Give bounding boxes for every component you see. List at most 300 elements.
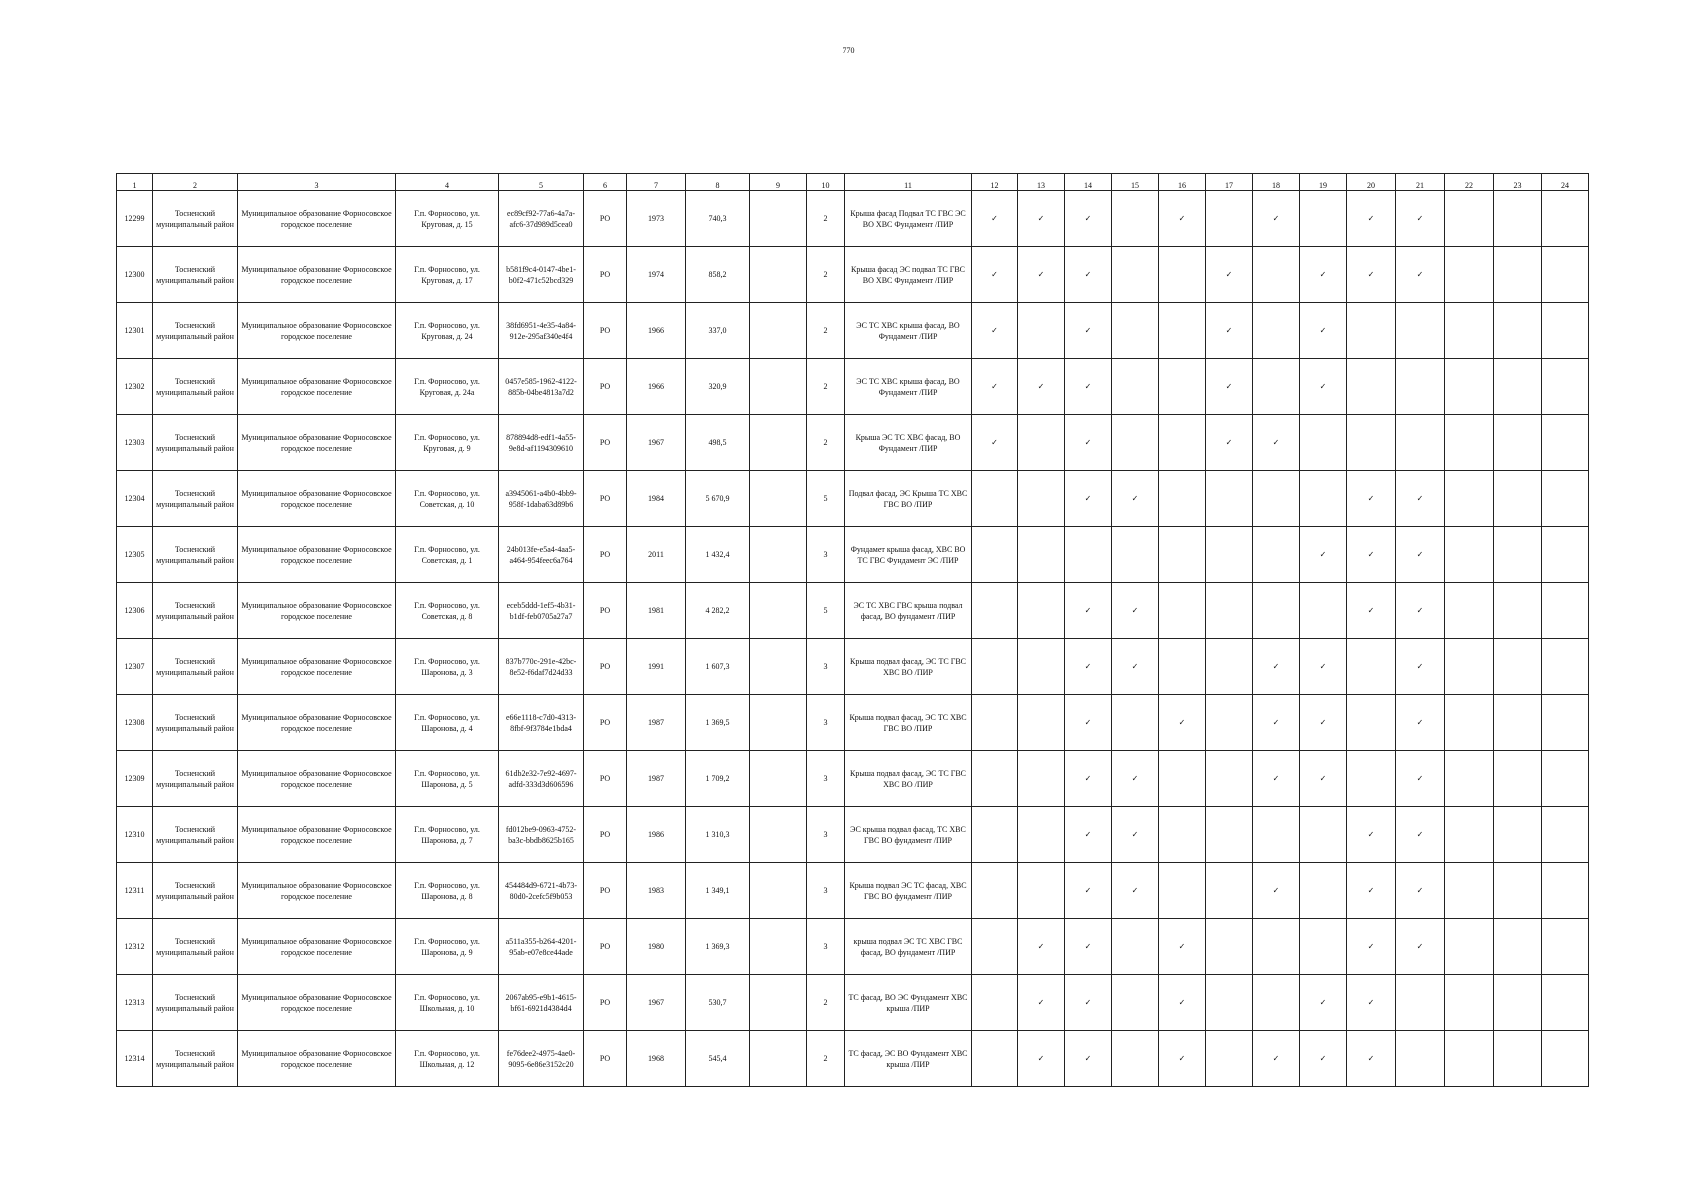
code-cell: 0457e585-1962-4122-885b-04be4813a7d2 [499, 359, 584, 415]
empty-cell [972, 807, 1018, 863]
address-cell: Г.п. Форносово, ул. Школьная, д. 12 [396, 1031, 499, 1087]
empty-cell [1347, 639, 1396, 695]
municipality-cell: Муниципальное образование Форносовское городское поселение [238, 583, 396, 639]
check-mark-icon: ✓ [1065, 247, 1112, 303]
area-cell: 5 670,9 [686, 471, 750, 527]
row-number: 12313 [117, 975, 153, 1031]
empty-cell [1253, 471, 1300, 527]
address-cell: Г.п. Форносово, ул. Советская, д. 10 [396, 471, 499, 527]
empty-cell [1494, 919, 1542, 975]
year-cell: 1973 [627, 191, 686, 247]
empty-cell [1445, 247, 1494, 303]
empty-cell [1494, 1031, 1542, 1087]
code-cell: fd012be9-0963-4752-ba3c-bbdb8625b165 [499, 807, 584, 863]
column-number-header: 23 [1494, 174, 1542, 191]
works-cell: ЭС ТС ХВС крыша фасад, ВО Фундамент /ПИР [845, 359, 972, 415]
empty-cell [1112, 527, 1159, 583]
area-cell: 4 282,2 [686, 583, 750, 639]
floors-cell: 3 [807, 527, 845, 583]
col9-cell [750, 863, 807, 919]
empty-cell [1542, 303, 1589, 359]
area-cell: 1 709,2 [686, 751, 750, 807]
code-cell: 2067ab95-e9b1-4615-bf61-6921d4384d4 [499, 975, 584, 1031]
row-number: 12307 [117, 639, 153, 695]
empty-cell [1159, 359, 1206, 415]
empty-cell [1445, 919, 1494, 975]
empty-cell [1159, 247, 1206, 303]
year-cell: 2011 [627, 527, 686, 583]
year-cell: 1967 [627, 975, 686, 1031]
type-cell: РО [584, 807, 627, 863]
check-mark-icon: ✓ [1396, 471, 1445, 527]
area-cell: 1 432,4 [686, 527, 750, 583]
check-mark-icon: ✓ [1396, 527, 1445, 583]
table-row [117, 863, 1589, 919]
empty-cell [1445, 191, 1494, 247]
table-row [117, 751, 1589, 807]
year-cell: 1986 [627, 807, 686, 863]
type-cell: РО [584, 303, 627, 359]
type-cell: РО [584, 975, 627, 1031]
empty-cell [1445, 639, 1494, 695]
empty-cell [1542, 863, 1589, 919]
col9-cell [750, 639, 807, 695]
col9-cell [750, 1031, 807, 1087]
empty-cell [1112, 415, 1159, 471]
municipality-cell: Муниципальное образование Форносовское городское поселение [238, 247, 396, 303]
empty-cell [1542, 191, 1589, 247]
year-cell: 1984 [627, 471, 686, 527]
empty-cell [1396, 1031, 1445, 1087]
table-row [117, 471, 1589, 527]
floors-cell: 3 [807, 695, 845, 751]
check-mark-icon: ✓ [1018, 919, 1065, 975]
empty-cell [1206, 583, 1253, 639]
empty-cell [1159, 807, 1206, 863]
works-cell: ЭС крыша подвал фасад, ТС ХВС ГВС ВО фундамент /ПИР [845, 807, 972, 863]
district-cell: Тосненский муниципальный район [153, 807, 238, 863]
check-mark-icon: ✓ [1065, 359, 1112, 415]
check-mark-icon: ✓ [1347, 863, 1396, 919]
code-cell: 38fd6951-4e35-4a84-912e-295af340e4f4 [499, 303, 584, 359]
column-number-header: 5 [499, 174, 584, 191]
empty-cell [1300, 863, 1347, 919]
code-cell: 24b013fe-e5a4-4aa5-a464-954feec6a764 [499, 527, 584, 583]
year-cell: 1974 [627, 247, 686, 303]
table-row [117, 975, 1589, 1031]
code-cell: ec89cf92-77a6-4a7a-afc6-37d989d5cea0 [499, 191, 584, 247]
empty-cell [1206, 471, 1253, 527]
empty-cell [1159, 527, 1206, 583]
municipality-cell: Муниципальное образование Форносовское городское поселение [238, 807, 396, 863]
column-number-header: 10 [807, 174, 845, 191]
check-mark-icon: ✓ [1396, 247, 1445, 303]
year-cell: 1968 [627, 1031, 686, 1087]
empty-cell [1494, 247, 1542, 303]
check-mark-icon: ✓ [1159, 191, 1206, 247]
col9-cell [750, 695, 807, 751]
empty-cell [1253, 527, 1300, 583]
address-cell: Г.п. Форносово, ул. Шаронова, д. 5 [396, 751, 499, 807]
check-mark-icon: ✓ [1065, 695, 1112, 751]
address-cell: Г.п. Форносово, ул. Круговая, д. 24 [396, 303, 499, 359]
type-cell: РО [584, 695, 627, 751]
check-mark-icon: ✓ [1065, 1031, 1112, 1087]
type-cell: РО [584, 1031, 627, 1087]
empty-cell [1206, 191, 1253, 247]
type-cell: РО [584, 247, 627, 303]
works-cell: ТС фасад, ВО ЭС Фундамент ХВС крыша /ПИР [845, 975, 972, 1031]
empty-cell [1206, 863, 1253, 919]
check-mark-icon: ✓ [1065, 863, 1112, 919]
empty-cell [1445, 751, 1494, 807]
empty-cell [1542, 247, 1589, 303]
column-number-header: 16 [1159, 174, 1206, 191]
column-number-header: 20 [1347, 174, 1396, 191]
table-row [117, 639, 1589, 695]
empty-cell [1542, 919, 1589, 975]
area-cell: 320,9 [686, 359, 750, 415]
empty-cell [1494, 863, 1542, 919]
empty-cell [1300, 583, 1347, 639]
empty-cell [1253, 247, 1300, 303]
check-mark-icon: ✓ [1065, 807, 1112, 863]
empty-cell [1542, 583, 1589, 639]
check-mark-icon: ✓ [1396, 807, 1445, 863]
empty-cell [1206, 527, 1253, 583]
district-cell: Тосненский муниципальный район [153, 695, 238, 751]
empty-cell [1300, 415, 1347, 471]
column-number-header: 19 [1300, 174, 1347, 191]
empty-cell [1018, 695, 1065, 751]
empty-cell [972, 583, 1018, 639]
check-mark-icon: ✓ [1253, 751, 1300, 807]
municipality-cell: Муниципальное образование Форносовское городское поселение [238, 303, 396, 359]
works-cell: Фундамет крыша фасад, ХВС ВО ТС ГВС Фундамент ЭС /ПИР [845, 527, 972, 583]
empty-cell [1018, 303, 1065, 359]
empty-cell [1445, 303, 1494, 359]
empty-cell [1253, 919, 1300, 975]
empty-cell [1300, 919, 1347, 975]
row-number: 12306 [117, 583, 153, 639]
row-number: 12314 [117, 1031, 153, 1087]
code-cell: fe76dee2-4975-4ae0-9095-6e86e3152c20 [499, 1031, 584, 1087]
row-number: 12309 [117, 751, 153, 807]
check-mark-icon: ✓ [1159, 1031, 1206, 1087]
floors-cell: 5 [807, 471, 845, 527]
type-cell: РО [584, 583, 627, 639]
code-cell: 837b770c-291e-42bc-8e52-f6daf7d24d33 [499, 639, 584, 695]
table-row [117, 191, 1589, 247]
municipality-cell: Муниципальное образование Форносовское городское поселение [238, 1031, 396, 1087]
empty-cell [1112, 303, 1159, 359]
registry-table [116, 173, 1589, 1087]
works-cell: Крыша подвал ЭС ТС фасад, ХВС ГВС ВО фундамент /ПИР [845, 863, 972, 919]
check-mark-icon: ✓ [1159, 695, 1206, 751]
empty-cell [1445, 807, 1494, 863]
table-row [117, 1031, 1589, 1087]
empty-cell [1396, 975, 1445, 1031]
empty-cell [1206, 807, 1253, 863]
empty-cell [1494, 751, 1542, 807]
floors-cell: 3 [807, 863, 845, 919]
column-number-header: 4 [396, 174, 499, 191]
area-cell: 1 349,1 [686, 863, 750, 919]
code-cell: a3945061-a4b0-4bb9-958f-1daba63d89b6 [499, 471, 584, 527]
type-cell: РО [584, 919, 627, 975]
row-number: 12304 [117, 471, 153, 527]
check-mark-icon: ✓ [1018, 247, 1065, 303]
works-cell: Крыша фасад ЭС подвал ТС ГВС ВО ХВС Фундамент /ПИР [845, 247, 972, 303]
check-mark-icon: ✓ [1253, 863, 1300, 919]
check-mark-icon: ✓ [1347, 247, 1396, 303]
check-mark-icon: ✓ [1396, 919, 1445, 975]
floors-cell: 2 [807, 247, 845, 303]
district-cell: Тосненский муниципальный район [153, 471, 238, 527]
check-mark-icon: ✓ [1300, 975, 1347, 1031]
empty-cell [1159, 415, 1206, 471]
empty-cell [972, 1031, 1018, 1087]
empty-cell [1253, 583, 1300, 639]
year-cell: 1983 [627, 863, 686, 919]
empty-cell [1494, 975, 1542, 1031]
empty-cell [1542, 359, 1589, 415]
col9-cell [750, 415, 807, 471]
empty-cell [1347, 359, 1396, 415]
empty-cell [1159, 639, 1206, 695]
empty-cell [1494, 359, 1542, 415]
type-cell: РО [584, 415, 627, 471]
address-cell: Г.п. Форносово, ул. Советская, д. 8 [396, 583, 499, 639]
column-number-header: 6 [584, 174, 627, 191]
empty-cell [1445, 415, 1494, 471]
empty-cell [1347, 415, 1396, 471]
floors-cell: 3 [807, 807, 845, 863]
empty-cell [1253, 975, 1300, 1031]
table-row [117, 247, 1589, 303]
empty-cell [972, 975, 1018, 1031]
row-number: 12303 [117, 415, 153, 471]
works-cell: крыша подвал ЭС ТС ХВС ГВС фасад, ВО фундамент /ПИР [845, 919, 972, 975]
empty-cell [1494, 303, 1542, 359]
floors-cell: 2 [807, 1031, 845, 1087]
col9-cell [750, 247, 807, 303]
column-number-header: 11 [845, 174, 972, 191]
empty-cell [1396, 415, 1445, 471]
check-mark-icon: ✓ [1253, 1031, 1300, 1087]
check-mark-icon: ✓ [1206, 415, 1253, 471]
check-mark-icon: ✓ [1396, 191, 1445, 247]
type-cell: РО [584, 471, 627, 527]
type-cell: РО [584, 863, 627, 919]
type-cell: РО [584, 751, 627, 807]
empty-cell [1494, 415, 1542, 471]
floors-cell: 5 [807, 583, 845, 639]
empty-cell [1347, 695, 1396, 751]
check-mark-icon: ✓ [1300, 639, 1347, 695]
address-cell: Г.п. Форносово, ул. Шаронова, д. 7 [396, 807, 499, 863]
column-number-header: 12 [972, 174, 1018, 191]
empty-cell [972, 471, 1018, 527]
empty-cell [1018, 863, 1065, 919]
check-mark-icon: ✓ [1112, 751, 1159, 807]
empty-cell [1206, 639, 1253, 695]
check-mark-icon: ✓ [1300, 695, 1347, 751]
address-cell: Г.п. Форносово, ул. Круговая, д. 24а [396, 359, 499, 415]
check-mark-icon: ✓ [1253, 639, 1300, 695]
area-cell: 530,7 [686, 975, 750, 1031]
empty-cell [972, 919, 1018, 975]
check-mark-icon: ✓ [1065, 471, 1112, 527]
empty-cell [1206, 1031, 1253, 1087]
column-number-header: 2 [153, 174, 238, 191]
check-mark-icon: ✓ [1065, 975, 1112, 1031]
check-mark-icon: ✓ [1396, 695, 1445, 751]
empty-cell [1542, 695, 1589, 751]
row-number: 12305 [117, 527, 153, 583]
empty-cell [1445, 471, 1494, 527]
empty-cell [1445, 975, 1494, 1031]
empty-cell [1253, 303, 1300, 359]
table-row [117, 303, 1589, 359]
empty-cell [1206, 695, 1253, 751]
empty-cell [1018, 583, 1065, 639]
area-cell: 1 369,3 [686, 919, 750, 975]
row-number: 12308 [117, 695, 153, 751]
check-mark-icon: ✓ [1396, 583, 1445, 639]
code-cell: e66e1118-c7d0-4313-8fbf-9f3784e1bda4 [499, 695, 584, 751]
works-cell: ЭС ТС ХВС крыша фасад, ВО Фундамент /ПИР [845, 303, 972, 359]
col9-cell [750, 191, 807, 247]
check-mark-icon: ✓ [1018, 191, 1065, 247]
check-mark-icon: ✓ [1347, 919, 1396, 975]
col9-cell [750, 303, 807, 359]
municipality-cell: Муниципальное образование Форносовское городское поселение [238, 191, 396, 247]
col9-cell [750, 359, 807, 415]
municipality-cell: Муниципальное образование Форносовское городское поселение [238, 415, 396, 471]
column-number-header: 22 [1445, 174, 1494, 191]
empty-cell [1112, 975, 1159, 1031]
empty-cell [1159, 471, 1206, 527]
check-mark-icon: ✓ [1159, 919, 1206, 975]
municipality-cell: Муниципальное образование Форносовское городское поселение [238, 751, 396, 807]
area-cell: 858,2 [686, 247, 750, 303]
empty-cell [1018, 807, 1065, 863]
district-cell: Тосненский муниципальный район [153, 191, 238, 247]
col9-cell [750, 975, 807, 1031]
empty-cell [1396, 359, 1445, 415]
district-cell: Тосненский муниципальный район [153, 919, 238, 975]
check-mark-icon: ✓ [1065, 639, 1112, 695]
district-cell: Тосненский муниципальный район [153, 359, 238, 415]
municipality-cell: Муниципальное образование Форносовское городское поселение [238, 527, 396, 583]
district-cell: Тосненский муниципальный район [153, 247, 238, 303]
column-number-header: 9 [750, 174, 807, 191]
empty-cell [1159, 583, 1206, 639]
col9-cell [750, 919, 807, 975]
check-mark-icon: ✓ [1300, 303, 1347, 359]
empty-cell [1542, 1031, 1589, 1087]
empty-cell [1159, 751, 1206, 807]
column-number-header: 14 [1065, 174, 1112, 191]
empty-cell [1494, 191, 1542, 247]
works-cell: Крыша фасад Подвал ТС ГВС ЭС ВО ХВС Фундамент /ПИР [845, 191, 972, 247]
empty-cell [1206, 751, 1253, 807]
empty-cell [1253, 807, 1300, 863]
year-cell: 1987 [627, 695, 686, 751]
area-cell: 337,0 [686, 303, 750, 359]
works-cell: Крыша подвал фасад, ЭС ТС ГВС ХВС ВО /ПИР [845, 639, 972, 695]
col9-cell [750, 807, 807, 863]
area-cell: 545,4 [686, 1031, 750, 1087]
empty-cell [1018, 527, 1065, 583]
empty-cell [1112, 1031, 1159, 1087]
empty-cell [1112, 247, 1159, 303]
check-mark-icon: ✓ [972, 191, 1018, 247]
check-mark-icon: ✓ [1347, 975, 1396, 1031]
code-cell: b581f9c4-0147-4be1-b0f2-471c52bcd329 [499, 247, 584, 303]
floors-cell: 3 [807, 751, 845, 807]
check-mark-icon: ✓ [1300, 527, 1347, 583]
empty-cell [1542, 415, 1589, 471]
empty-cell [1347, 303, 1396, 359]
check-mark-icon: ✓ [1396, 751, 1445, 807]
check-mark-icon: ✓ [1300, 751, 1347, 807]
empty-cell [1494, 807, 1542, 863]
check-mark-icon: ✓ [1206, 303, 1253, 359]
municipality-cell: Муниципальное образование Форносовское городское поселение [238, 863, 396, 919]
empty-cell [972, 863, 1018, 919]
address-cell: Г.п. Форносово, ул. Шаронова, д. 9 [396, 919, 499, 975]
empty-cell [1445, 583, 1494, 639]
empty-cell [1445, 527, 1494, 583]
column-number-header: 17 [1206, 174, 1253, 191]
check-mark-icon: ✓ [1253, 191, 1300, 247]
row-number: 12299 [117, 191, 153, 247]
district-cell: Тосненский муниципальный район [153, 975, 238, 1031]
check-mark-icon: ✓ [1065, 303, 1112, 359]
table-row [117, 919, 1589, 975]
district-cell: Тосненский муниципальный район [153, 303, 238, 359]
check-mark-icon: ✓ [1112, 471, 1159, 527]
empty-cell [1018, 415, 1065, 471]
empty-cell [1542, 639, 1589, 695]
year-cell: 1966 [627, 359, 686, 415]
area-cell: 1 310,3 [686, 807, 750, 863]
municipality-cell: Муниципальное образование Форносовское городское поселение [238, 695, 396, 751]
empty-cell [1494, 639, 1542, 695]
year-cell: 1987 [627, 751, 686, 807]
floors-cell: 2 [807, 303, 845, 359]
check-mark-icon: ✓ [1112, 583, 1159, 639]
empty-cell [1018, 639, 1065, 695]
empty-cell [1159, 863, 1206, 919]
check-mark-icon: ✓ [1065, 415, 1112, 471]
check-mark-icon: ✓ [1396, 639, 1445, 695]
code-cell: 454484d9-6721-4b73-80d0-2cefc5f9b053 [499, 863, 584, 919]
empty-cell [1542, 807, 1589, 863]
check-mark-icon: ✓ [1396, 863, 1445, 919]
header-row [117, 174, 1589, 191]
address-cell: Г.п. Форносово, ул. Школьная, д. 10 [396, 975, 499, 1031]
empty-cell [1206, 919, 1253, 975]
check-mark-icon: ✓ [1018, 975, 1065, 1031]
year-cell: 1967 [627, 415, 686, 471]
check-mark-icon: ✓ [972, 359, 1018, 415]
empty-cell [1300, 471, 1347, 527]
table-row [117, 415, 1589, 471]
check-mark-icon: ✓ [1347, 583, 1396, 639]
